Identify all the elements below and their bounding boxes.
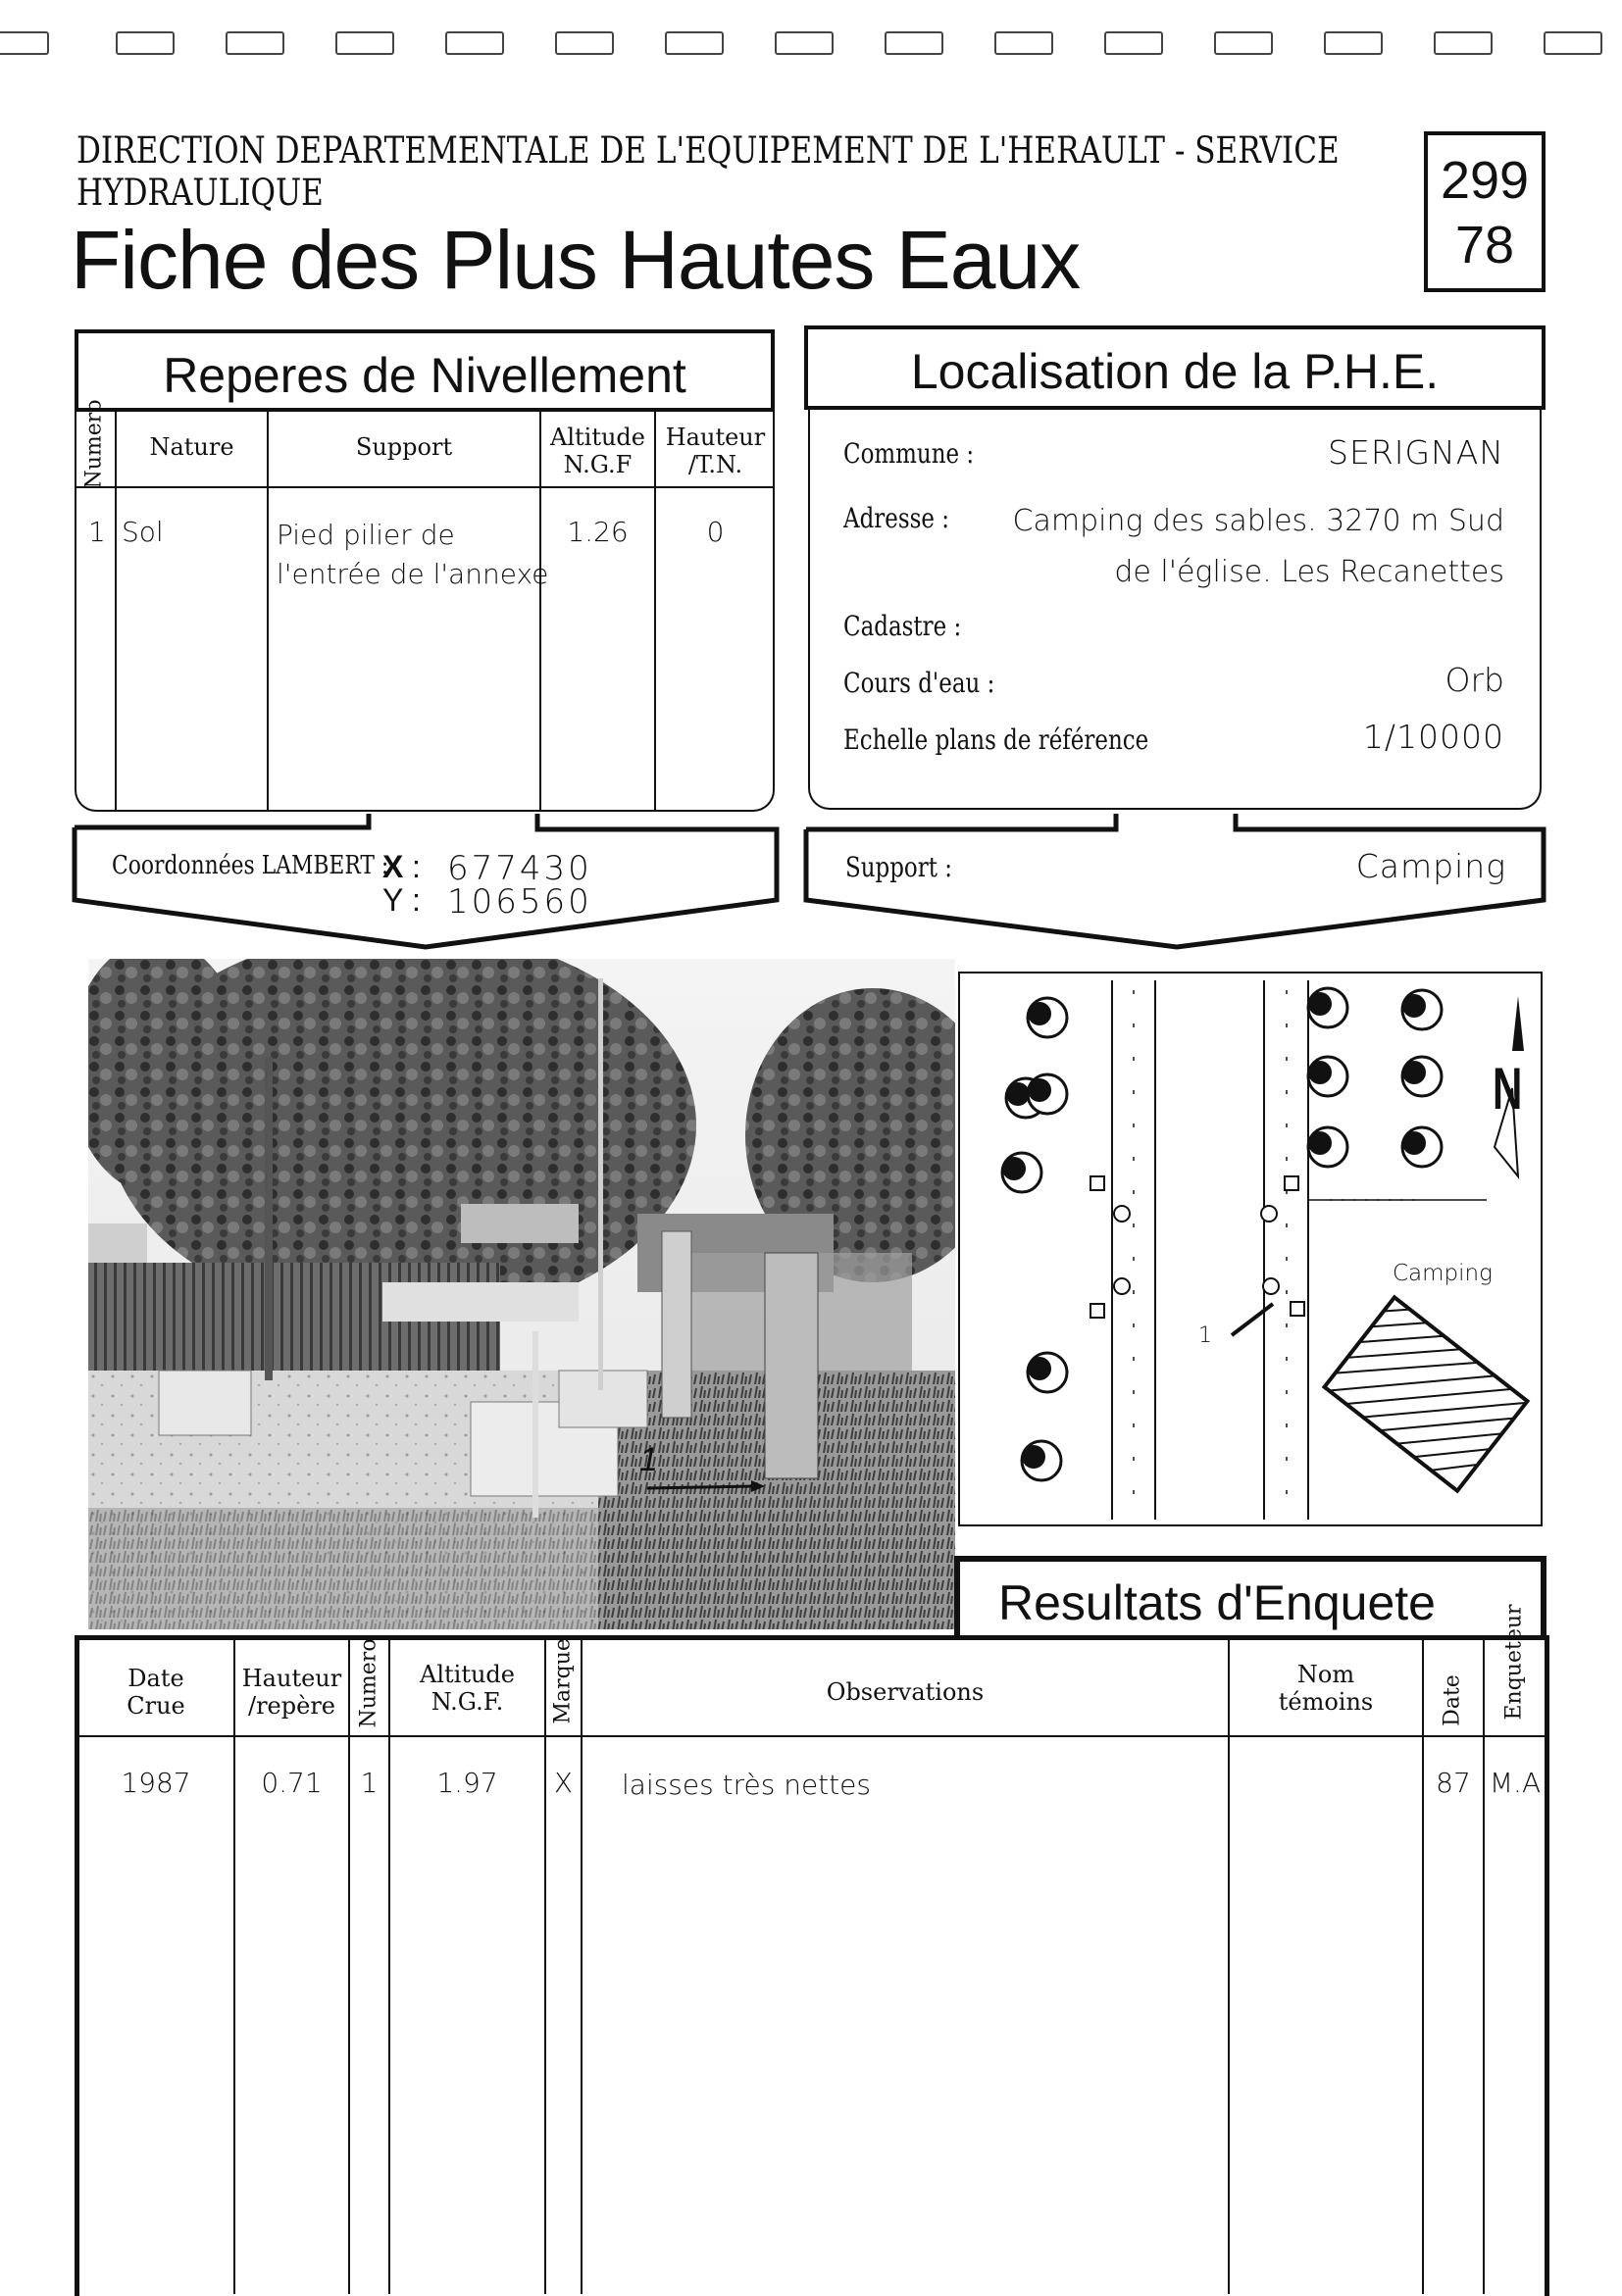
support-label: Support :: [845, 851, 952, 883]
resultats-marque: X: [553, 1767, 574, 1799]
site-photo: [88, 959, 955, 1629]
hauteur-label-1: Hauteur: [241, 1665, 342, 1692]
resultats-title: Resultats d'Enquete: [998, 1575, 1436, 1630]
reference-year: 78: [1454, 216, 1515, 275]
reperes-col-support: Support: [355, 433, 453, 461]
binder-hole: [555, 31, 614, 55]
reperes-altitude: 1.26: [567, 516, 629, 548]
col-divider: [115, 412, 117, 810]
adresse-line-1: Camping des sables. 3270 m Sud: [1012, 504, 1504, 538]
support-line-2: l'entrée de l'annexe: [277, 558, 549, 590]
resultats-altitude: 1.97: [436, 1767, 498, 1799]
col-divider: [348, 1637, 350, 2294]
binder-hole: [226, 31, 284, 55]
reperes-hauteur: 0: [706, 516, 725, 548]
resultats-date: 87: [1436, 1767, 1471, 1799]
col-divider: [233, 1637, 235, 2294]
binder-hole: [775, 31, 834, 55]
altitude-label-2: N.G.F: [563, 451, 633, 478]
binder-hole: [116, 31, 175, 55]
col-divider: [267, 412, 269, 810]
reperes-col-nature: Nature: [149, 433, 234, 461]
altitude-label-1: Altitude: [550, 424, 645, 451]
cours-value: Orb: [1445, 661, 1504, 699]
x-label: X: [382, 849, 404, 884]
localisation-title: Localisation de la P.H.E.: [910, 344, 1440, 399]
hauteur-label-1: Hauteur: [665, 424, 766, 451]
binder-hole: [1434, 31, 1493, 55]
support-line-1: Pied pilier de: [277, 519, 455, 551]
resultats-hauteur: 0.71: [261, 1767, 323, 1799]
binder-hole: [445, 31, 504, 55]
resultats-enqueteur: M.A: [1489, 1767, 1542, 1799]
binder-hole: [335, 31, 394, 55]
reperes-col-hauteur: [656, 424, 775, 478]
col-divider: [1228, 1637, 1230, 2294]
altitude-label-2: N.G.F.: [431, 1688, 504, 1716]
resultats-col-marque: Marque: [550, 1638, 576, 1724]
date-crue-label-1: Date: [127, 1665, 184, 1692]
x-sep: :: [412, 849, 421, 884]
y-sep: :: [412, 882, 421, 918]
resultats-date-crue: 1987: [121, 1767, 191, 1799]
site-plan: [957, 971, 1544, 1527]
support-value: Camping: [1355, 847, 1506, 885]
binder-hole: [994, 31, 1053, 55]
resultats-col-nom: [1230, 1661, 1422, 1716]
resultats-col-date: Date: [1440, 1674, 1465, 1726]
adresse-line-2: de l'église. Les Recanettes: [1114, 555, 1504, 589]
reference-number: 299: [1440, 151, 1530, 210]
coordinates-label: Coordonnées LAMBERT :: [112, 851, 389, 880]
reperes-col-numero: Numero: [81, 399, 107, 489]
resultats-col-altitude: [390, 1661, 544, 1716]
echelle-label: Echelle plans de référence: [843, 724, 1149, 756]
reperes-title-box: [75, 329, 775, 412]
page-title: Fiche des Plus Hautes Eaux: [71, 214, 1081, 306]
reference-box: [1424, 131, 1546, 292]
reperes-support: [277, 516, 548, 594]
reperes-numero: 1: [88, 516, 106, 548]
resultats-col-date-crue: [78, 1665, 233, 1720]
col-divider: [388, 1637, 390, 2294]
x-value: 677430: [447, 849, 592, 888]
binder-hole: [1214, 31, 1273, 55]
binder-hole: [1544, 31, 1602, 55]
binder-hole: [1104, 31, 1163, 55]
resultats-col-observations: Observations: [826, 1678, 985, 1706]
resultats-numero: 1: [360, 1767, 379, 1799]
date-crue-label-2: Crue: [127, 1692, 185, 1720]
col-divider: [581, 1637, 583, 2294]
binder-hole: [885, 31, 943, 55]
commune-value: SERIGNAN: [1328, 433, 1504, 472]
plan-camping-label: Camping: [1393, 1261, 1493, 1286]
binder-hole: [1324, 31, 1383, 55]
col-divider: [544, 1637, 546, 2294]
binder-hole: [665, 31, 724, 55]
organization-header: DIRECTION DEPARTEMENTALE DE L'EQUIPEMENT DE L'HERAULT - SERVICE HYDRAULIQUE: [76, 129, 1340, 214]
north-icon: N: [1493, 1056, 1523, 1122]
reperes-title: Reperes de Nivellement: [163, 348, 686, 403]
reperes-nature: Sol: [122, 516, 164, 548]
nom-label-2: témoins: [1278, 1688, 1374, 1716]
cours-label: Cours d'eau :: [843, 667, 995, 699]
commune-label: Commune :: [843, 437, 975, 470]
row-divider: [75, 486, 775, 488]
resultats-col-enqueteur: Enqueteur: [1501, 1604, 1527, 1721]
adresse-label: Adresse :: [843, 502, 950, 534]
adresse-value: [1013, 496, 1504, 598]
altitude-label-1: Altitude: [420, 1661, 515, 1688]
hauteur-label-2: /T.N.: [687, 451, 743, 478]
localisation-title-box: [804, 325, 1546, 410]
photo-marker-label: 1: [639, 1441, 658, 1478]
nom-label-1: Nom: [1296, 1661, 1355, 1688]
echelle-value: 1/10000: [1362, 718, 1504, 756]
reperes-col-altitude: [541, 424, 654, 478]
plan-marker-label: 1: [1198, 1323, 1212, 1348]
coordinates-pointer: [69, 808, 785, 955]
resultats-col-hauteur: [235, 1665, 348, 1720]
hauteur-label-2: /repère: [247, 1692, 335, 1720]
y-value: 106560: [447, 882, 592, 922]
col-divider: [1422, 1637, 1424, 2294]
binder-hole: [0, 31, 49, 55]
resultats-observations: laisses très nettes: [622, 1769, 871, 1801]
row-divider: [75, 1735, 1547, 1737]
cadastre-label: Cadastre :: [843, 610, 962, 642]
resultats-col-numero: Numero: [356, 1638, 381, 1728]
col-divider: [1483, 1637, 1485, 2294]
y-label: Y: [382, 882, 404, 918]
